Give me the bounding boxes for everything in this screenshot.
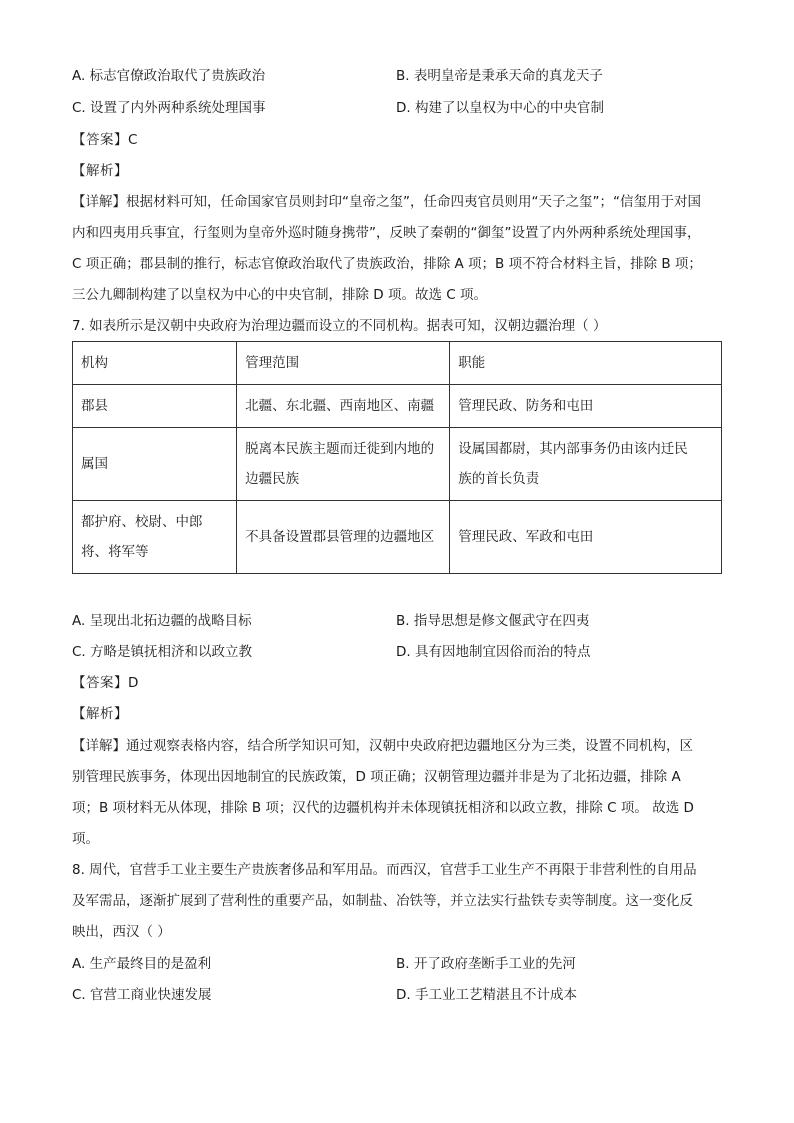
cell-text: 脱离本民族主题而迁徙到内地的 [245,441,435,457]
q8-options-row-1 [72,954,722,974]
cell-text: 将、将军等 [81,544,149,560]
q7-option-c: C. 方略是镇抚相济和以政立教 [72,644,253,660]
q7-detail-line: 别管理民族事务，体现出因地制宜的民族政策，D 项正确；汉朝管理边疆并非是为了北拓边疆，排除 A [72,769,681,785]
q7-options-row-2 [72,642,722,662]
q7-detail-line: 项。 [72,831,99,847]
q8-option-a: A. 生产最终目的是盈利 [72,956,212,972]
q6-options-row-1 [72,66,722,86]
q8-option-b: B. 开了政府垄断手工业的先河 [396,956,576,972]
q6-detail-line: 【详解】根据材料可知，任命国家官员则封印“皇帝之玺”，任命四夷官员则用“天子之玺”；“信玺用于对国 [72,194,701,210]
q6-option-a: A. 标志官僚政治取代了贵族政治 [72,68,266,84]
q7-table [72,341,722,574]
q8-stem-line: 映出，西汉（ ） [72,924,171,940]
cell-text: 郡县 [81,398,108,414]
table-cell-scope [237,385,450,428]
cell-text: 不具备设置郡县管理的边疆地区 [245,529,435,545]
table-cell-scope [237,428,450,501]
table-header-cell: 机构 [73,342,237,385]
cell-text: 都护府、校尉、中郎 [81,514,203,530]
table-cell-func [450,428,722,501]
q6-detail-line: 三公九卿制构建了以皇权为中心的中央官制，排除 D 项。故选 C 项。 [72,287,487,303]
table-row [73,385,722,428]
q6-option-d: D. 构建了以皇权为中心的中央官制 [396,100,604,116]
table-header-cell: 管理范围 [237,342,450,385]
cell-text: 管理民政、防务和屯田 [458,398,594,414]
q6-options-row-2 [72,98,722,118]
table-cell-org [73,428,237,501]
cell-text: 属国 [81,456,108,472]
table-row [73,501,722,574]
q6-option-b: B. 表明皇帝是秉承天命的真龙天子 [396,68,603,84]
cell-text: 边疆民族 [245,471,300,487]
q7-analysis-label: 【解析】 [72,706,128,722]
q8-options-row-2 [72,985,722,1005]
q7-detail-line: 项；B 项材料无从体现，排除 B 项；汉代的边疆机构并未体现镇抚相济和以政立教，排除 C 项。 故选 D [72,800,694,816]
q7-answer: 【答案】D [72,675,139,691]
q7-option-d: D. 具有因地制宜因俗而治的特点 [396,644,591,660]
q7-option-a: A. 呈现出北拓边疆的战略目标 [72,613,252,629]
table-row [73,428,722,501]
q8-option-c: C. 官营工商业快速发展 [72,987,212,1003]
table-header-cell: 职能 [450,342,722,385]
q8-stem-line: 8. 周代，官营手工业主要生产贵族奢侈品和军用品。而西汉，官营手工业生产不再限于非营利性的自用品 [72,862,697,878]
table-cell-org [73,501,237,574]
q7-detail-line: 【详解】通过观察表格内容，结合所学知识可知，汉朝中央政府把边疆地区分为三类，设置不同机构，区 [72,738,693,754]
cell-text: 北疆、东北疆、西南地区、南疆 [245,398,435,414]
cell-text: 管理民政、军政和屯田 [458,529,594,545]
q6-analysis-label: 【解析】 [72,163,128,179]
table-cell-func [450,385,722,428]
table-header-row [73,342,722,385]
table-cell-scope [237,501,450,574]
q6-answer: 【答案】C [72,132,138,148]
cell-text: 族的首长负责 [458,471,540,487]
table-cell-org [73,385,237,428]
q6-detail-line: C 项正确；郡县制的推行，标志官僚政治取代了贵族政治，排除 A 项；B 项不符合材料主旨，排除 B 项； [72,256,702,272]
q8-stem-line: 及军需品，逐渐扩展到了营利性的重要产品，如制盐、冶铁等，并立法实行盐铁专卖等制度。这一变化反 [72,893,693,909]
table-cell-func [450,501,722,574]
q6-option-c: C. 设置了内外两种系统处理国事 [72,100,266,116]
q6-detail-line: 内和四夷用兵事宜，行玺则为皇帝外巡时随身携带”，反映了秦朝的“御玺”设置了内外两种系统处理国事， [72,225,701,241]
q8-option-d: D. 手工业工艺精湛且不计成本 [396,987,577,1003]
q7-option-b: B. 指导思想是修文偃武守在四夷 [396,613,590,629]
cell-text: 设属国都尉，其内部事务仍由该内迁民 [458,441,688,457]
q7-stem: 7. 如表所示是汉朝中央政府为治理边疆而设立的不同机构。据表可知，汉朝边疆治理（ ） [72,318,607,334]
q7-options-row-1 [72,611,722,631]
